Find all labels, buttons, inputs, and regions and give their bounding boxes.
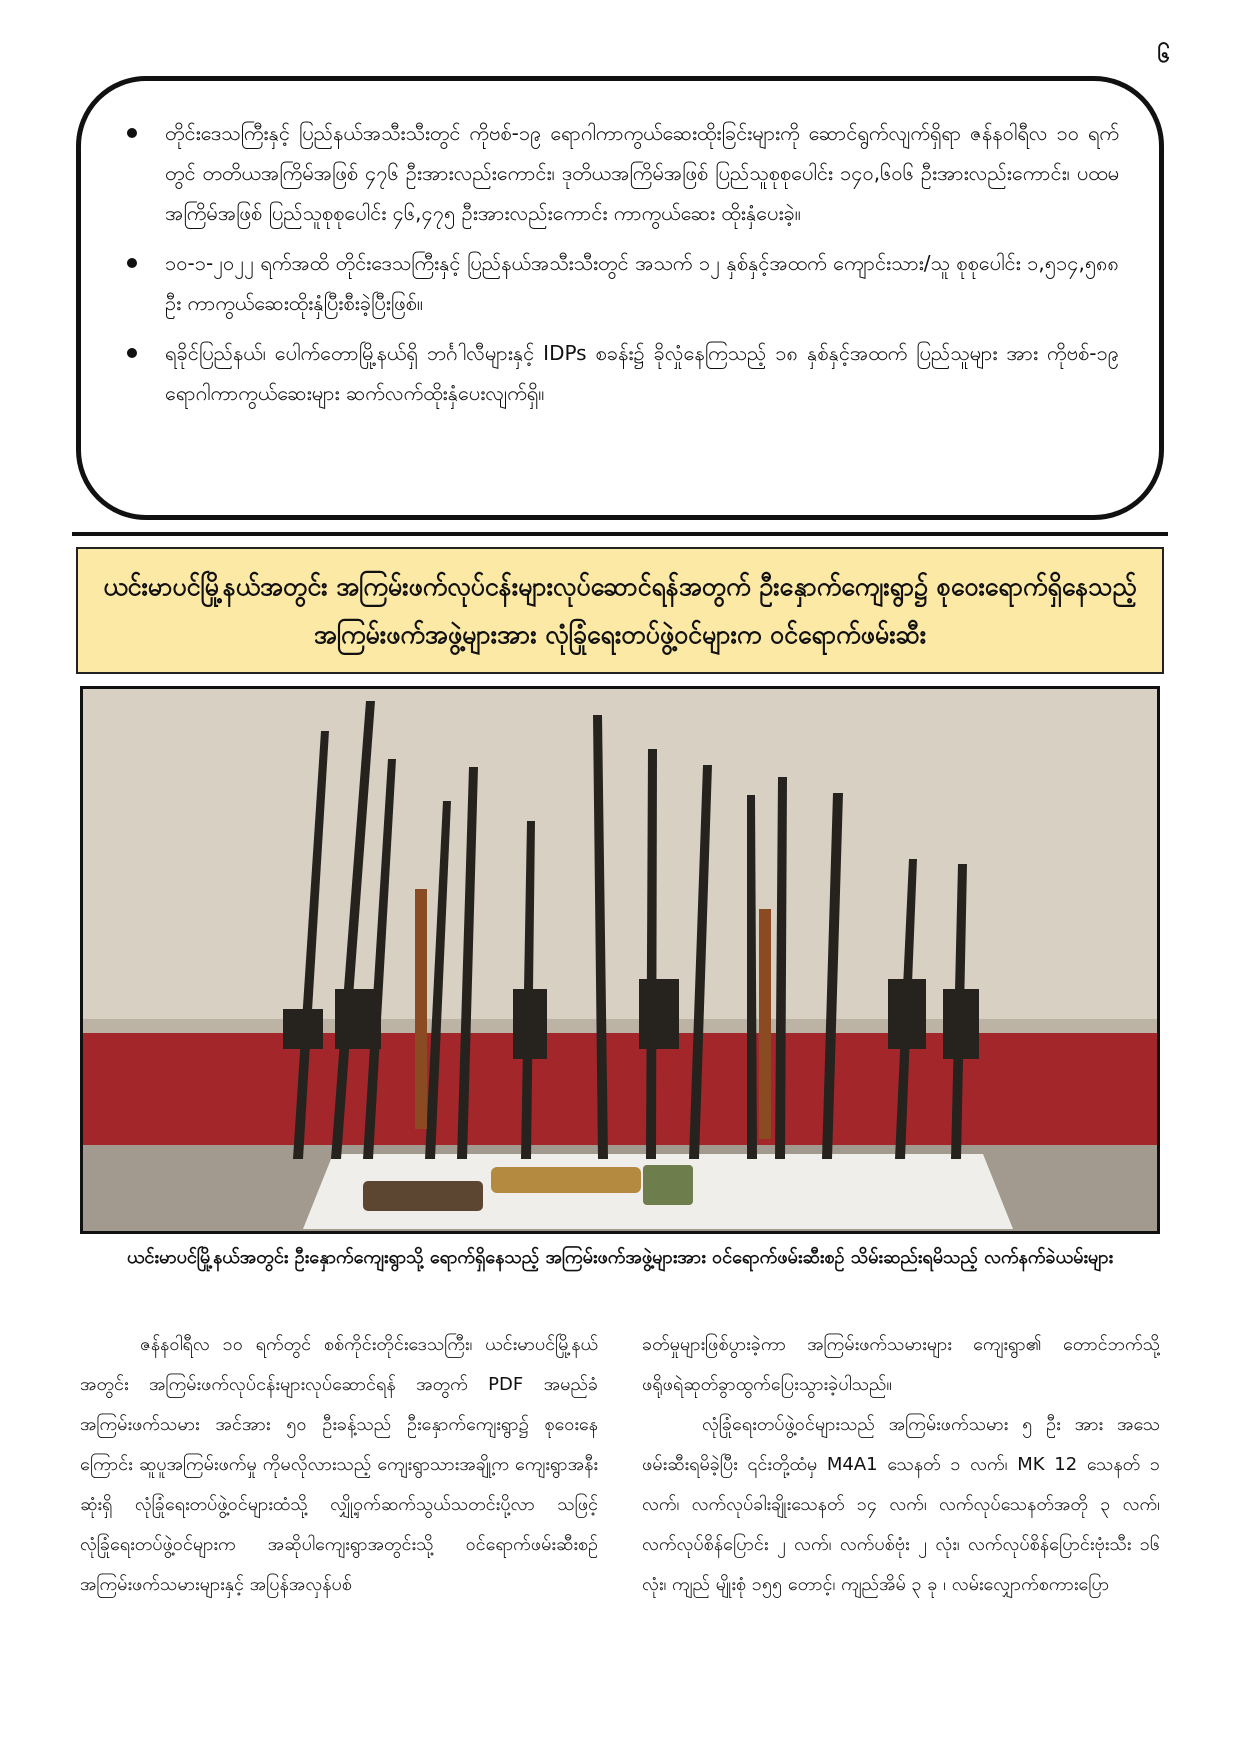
news-photo [80, 686, 1160, 1234]
summary-bullet-text: ရခိုင်ပြည်နယ်၊ ပေါက်တောမြို့နယ်ရှိ ဘင်္ဂါလီများနှင့် IDPs စခန်း၌ ခိုလှုံနေကြသည့် ၁၈ နှစ်နှင့်အထက် ပြည်သူများ အား ကိုဗစ်-၁၉ ရောဂါကာကွယ်ဆေးများ ဆက်လက်ထိုးနှံပေးလျက်ရှိ။ [165, 341, 1120, 405]
summary-bullet-text: တိုင်းဒေသကြီးနှင့် ပြည်နယ်အသီးသီးတွင် ကိုဗစ်-၁၉ ရောဂါကာကွယ်ဆေးထိုးခြင်းများကို ဆောင်ရွက်လျက်ရှိရာ ဇန်နဝါရီလ ၁၀ ရက်တွင် တတိယအကြိမ်အဖြစ် ၄၇၆ ဦးအားလည်းကောင်း၊ ဒုတိယအကြိမ်အဖြစ် ပြည်သူစုစုပေါင်း ၁၄၀,၆၀၆ ဦးအားလည်းကောင်း၊ ပထမအကြိမ်အဖြစ် ပြည်သူစုစုပေါင်း ၄၆,၄၇၅ ဦးအားလည်းကောင်း ကာကွယ်ဆေး ထိုးနှံပေးခဲ့။ [165, 121, 1119, 225]
article-body [80, 1325, 1160, 1725]
summary-bullet [127, 113, 1119, 233]
bullet-icon [127, 348, 137, 358]
article-column-right [642, 1325, 1160, 1725]
page-number: ၆ [1157, 43, 1170, 68]
summary-bullet [127, 333, 1119, 413]
summary-bullet [127, 243, 1119, 323]
wall-red-band [83, 1033, 1157, 1145]
section-divider [72, 532, 1168, 536]
article-paragraph: ခတ်မှုများဖြစ်ပွားခဲ့ကာ အကြမ်းဖက်သမားများ ကျေးရွာ၏ တောင်ဘက်သို့ ဖရိုဖရဲဆုတ်ခွာထွက်ပြေးသွားခဲ့ပါသည်။ [642, 1334, 1160, 1395]
summary-box [76, 76, 1164, 520]
wall [83, 689, 1157, 1031]
headline-box [76, 547, 1164, 674]
article-paragraph: လုံခြုံရေးတပ်ဖွဲ့ဝင်များသည် အကြမ်းဖက်သမား ၅ ဦး အား အသေဖမ်းဆီးရမိခဲ့ပြီး ၎င်းတို့ထံမှ M4A1 သေနတ် ၁ လက်၊ MK 12 သေနတ် ၁ လက်၊ လက်လုပ်ခါးချိုးသေနတ် ၁၄ လက်၊ လက်လုပ်သေနတ်အတို ၃ လက်၊ လက်လုပ်စိန်ပြောင်း ၂ လက်၊ လက်ပစ်ဗုံး ၂ လုံး၊ လက်လုပ်စိန်ပြောင်းဗုံးသီး ၁၆ လုံး၊ ကျည် မျိုးစုံ ၁၅၅ တောင့်၊ ကျည်အိမ် ၃ ခု ၊ လမ်းလျှောက်စကားပြော [642, 1414, 1160, 1595]
article-paragraph: ဇန်နဝါရီလ ၁၀ ရက်တွင် စစ်ကိုင်းတိုင်းဒေသကြီး၊ ယင်းမာပင်မြို့နယ်အတွင်း အကြမ်းဖက်လုပ်ငန်းများလုပ်ဆောင်ရန် အတွက် PDF အမည်ခံ အကြမ်းဖက်သမား အင်အား ၅၀ ဦးခန့်သည် ဦးနှောက်ကျေးရွာ၌ စုဝေးနေကြောင်း ဆူပူအကြမ်းဖက်မှု ကိုမလိုလားသည့် ကျေးရွာသားအချို့က ကျေးရွာအနီးဆုံးရှိ လုံခြုံရေးတပ်ဖွဲ့ဝင်များထံသို့ လျှို့ဝှက်ဆက်သွယ်သတင်းပို့လာ သဖြင့် လုံခြုံရေးတပ်ဖွဲ့ဝင်များက အဆိုပါကျေးရွာအတွင်းသို့ ဝင်ရောက်ဖမ်းဆီးစဉ် အကြမ်းဖက်သမားများနှင့် အပြန်အလှန်ပစ် [80, 1334, 598, 1595]
summary-bullet-text: ၁၀-၁-၂၀၂၂ ရက်အထိ တိုင်းဒေသကြီးနှင့် ပြည်နယ်အသီးသီးတွင် အသက် ၁၂ နှစ်နှင့်အထက် ကျောင်းသား/သူ စုစုပေါင်း ၁,၅၁၄,၅၈၈ ဦး ကာကွယ်ဆေးထိုးနှံပြီးစီးခဲ့ပြီးဖြစ်။ [165, 251, 1119, 315]
seized-weapons-photo [83, 689, 1157, 1231]
bullet-icon [127, 128, 137, 138]
wall-stripe [83, 1019, 1157, 1033]
photo-caption: ယင်းမာပင်မြို့နယ်အတွင်း ဦးနှောက်ကျေးရွာသို့ ရောက်ရှိနေသည့် အကြမ်းဖက်အဖွဲ့များအား ဝင်ရောက်ဖမ်းဆီးစဉ် သိမ်းဆည်းရမိသည့် လက်နက်ခဲယမ်းများ [126, 1247, 1114, 1268]
bullet-icon [127, 258, 137, 268]
headline: ယင်းမာပင်မြို့နယ်အတွင်း အကြမ်းဖက်လုပ်ငန်းများလုပ်ဆောင်ရန်အတွက် ဦးနှောက်ကျေးရွာ၌ စုဝေးရောက်ရှိနေသည့် အကြမ်းဖက်အဖွဲ့များအား လုံခြုံရေးတပ်ဖွဲ့ဝင်များက ဝင်ရောက်ဖမ်းဆီး [103, 571, 1137, 649]
article-column-left [80, 1325, 598, 1725]
